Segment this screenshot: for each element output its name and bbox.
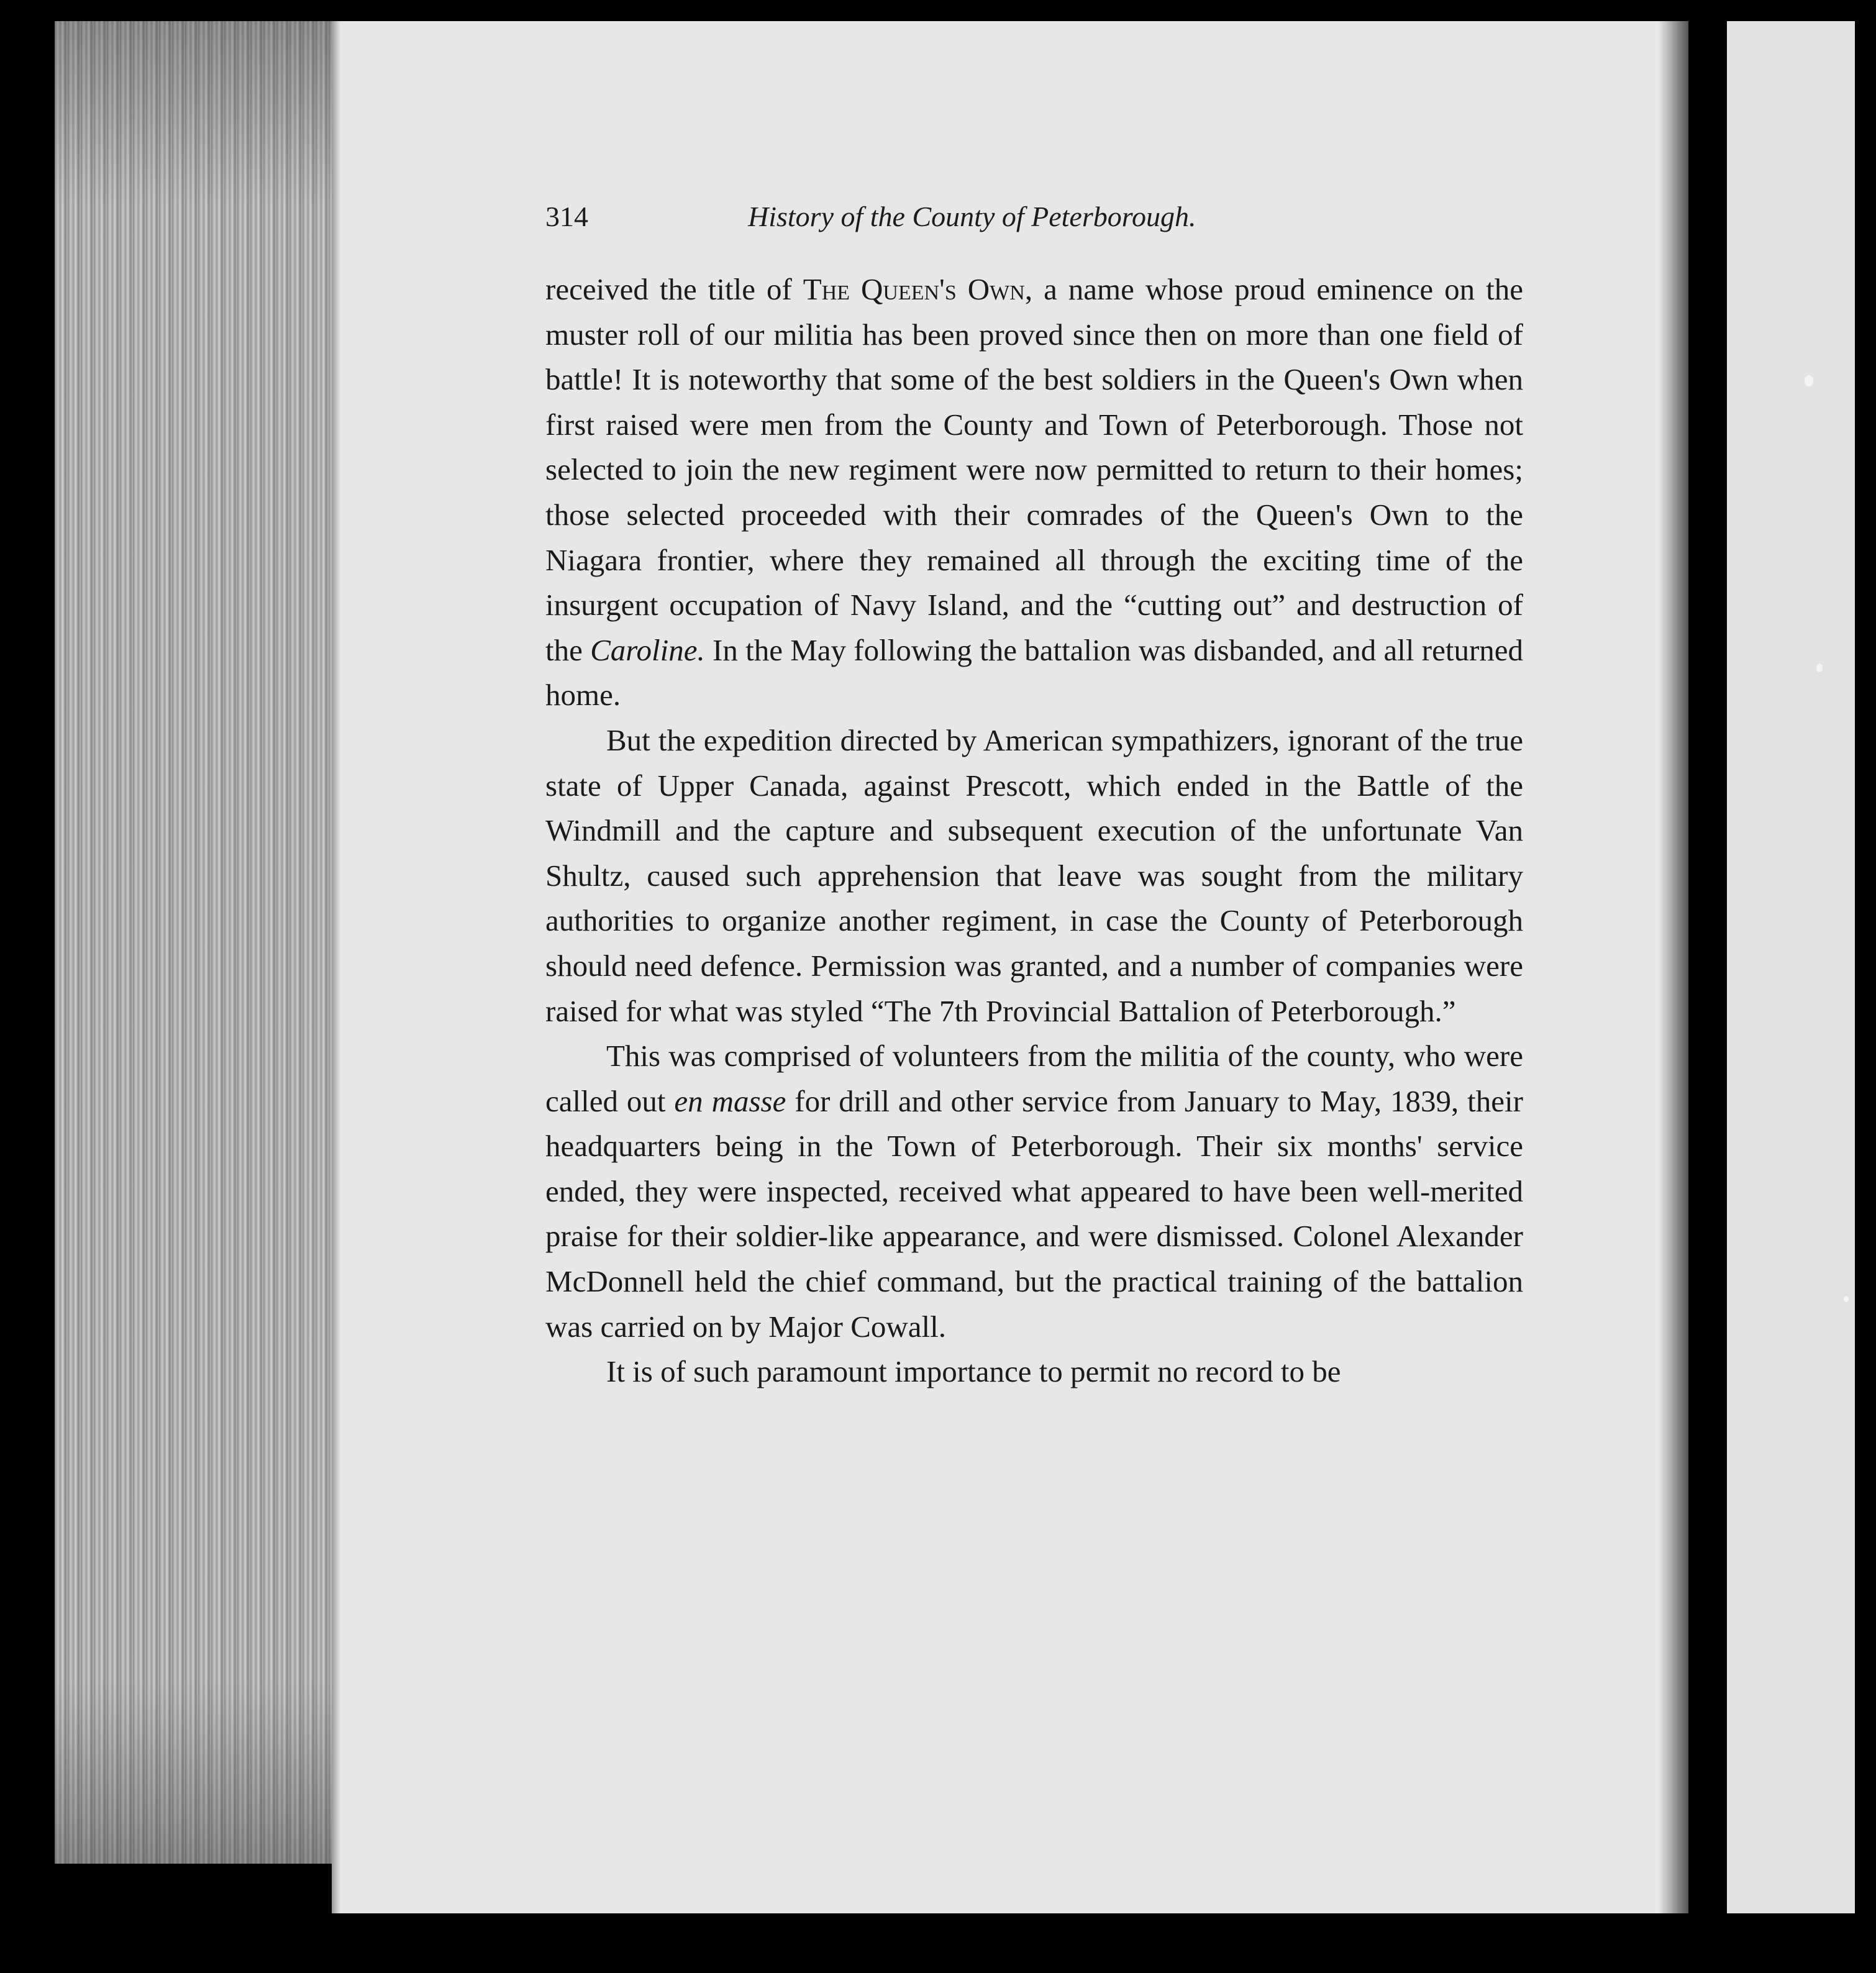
italic-phrase: en masse	[674, 1083, 786, 1118]
paragraph-2: But the expedition directed by American sympathizers, ignorant of the true state of Upper Canada, against Prescott, which ended in the Battle of the Windmill and the capture and subsequent execution of the unfortunate Van Shultz, caused such apprehension that leave was sought from the military authorities to organize another regiment, in case the County of Peterborough should need defence. Permission was granted, and a number of companies were raised for what was styled “The 7th Provincial Battalion of Peterborough.”	[545, 722, 1523, 1028]
paragraph-1-text-c: , a name whose proud eminence on the muster roll of our militia has been proved since then on more than one field of battle! It is noteworthy that some of the best soldiers in the Queen's Own when first raised were men from the County and Town of Peterborough. Those not selected to join the new regiment were now permitted to return to their homes; those selected proceeded with their comrades of the Queen's Own to the Niagara frontier, where they remained all through the exciting time of the insurgent occupation of Navy Island, and the “cutting out” and destruction of the	[545, 272, 1523, 667]
paragraph-1-text-a: received the title of	[545, 272, 803, 306]
facing-page-edge	[1727, 21, 1855, 1913]
paragraph-1-text-e: In the May following the battalion was disbanded, and all returned home.	[545, 632, 1524, 713]
paragraph-3	[545, 1034, 1523, 1349]
page-number: 314	[545, 201, 588, 232]
body-text	[545, 267, 1523, 1395]
dust-speck	[1805, 375, 1813, 386]
page-left-shadow	[332, 21, 340, 1913]
page-header	[545, 200, 1301, 244]
running-head: History of the County of Peterborough.	[748, 201, 1196, 232]
stacked-page-edges	[55, 21, 335, 1864]
regiment-name: The Queen's Own	[803, 272, 1025, 306]
paragraph-3-text-a: This was comprised of volunteers from the militia of the county, who were called out	[545, 1039, 1523, 1118]
dust-speck	[1816, 663, 1823, 672]
page-gutter-shadow	[1659, 21, 1688, 1913]
dust-speck	[1844, 1296, 1849, 1302]
paragraph-4: It is of such paramount importance to permit no record to be	[606, 1354, 1341, 1389]
paragraph-3-text-c: for drill and other service from January to May, 1839, their headquarters being in the Town of Peterborough. Their six months' service ended, they were inspected, received what appeared to have been well-merited praise for their soldier-like appearance, and were dismissed. Colonel Alexander McDonnell held the chief command, but the practical training of the battalion was carried on by Major Cowall.	[545, 1083, 1523, 1344]
ship-name: Caroline.	[590, 632, 705, 667]
paragraph-1	[545, 267, 1523, 718]
